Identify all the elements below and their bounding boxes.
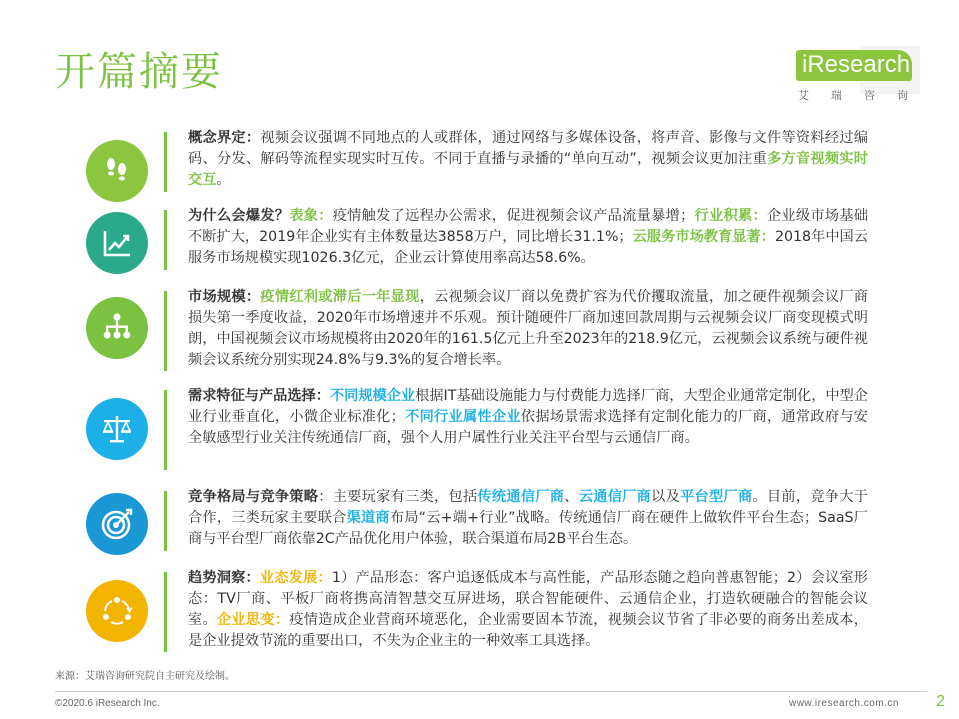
logo-subtitle <box>796 87 912 103</box>
section-divider <box>164 291 167 371</box>
body-text: 以及 <box>651 489 681 505</box>
highlight-text: 行业积累： <box>694 208 767 224</box>
highlight-text: 为什么会爆发？ <box>188 208 290 224</box>
growth-chart-icon <box>86 212 148 274</box>
highlight-text: 平台型厂商 <box>680 489 753 505</box>
footer-divider <box>55 691 927 692</box>
body-text: 根据IT基础设施能力与付费能力选择厂商，大型企业通常定制化，中型企业行业垂直化，小微企业标准化； <box>188 388 868 425</box>
body-text: ：主要玩家有三类，包括 <box>318 489 478 505</box>
highlight-text: 企业思变： <box>216 612 290 628</box>
body-text: 2018年中国云服务市场规模实现1026.3亿元，企业云计算使用率高达58.6%。 <box>188 229 868 266</box>
highlight-text: 需求特征与产品选择： <box>188 388 330 404</box>
footprints-icon <box>86 140 148 202</box>
body-text: 企业级市场基础不断扩大，2019年企业实有主体数量达3858万户，同比增长31.1%； <box>188 208 868 245</box>
highlight-text: 多方音视频实时交互 <box>188 151 868 188</box>
section-divider <box>164 210 167 270</box>
highlight-text: 业态发展： <box>259 570 332 586</box>
highlight-text: 渠道商 <box>346 510 390 526</box>
body-text: ，云视频会议厂商以免费扩容为代价攫取流量，加之硬件视频会议厂商损失第一季度收益，2020年市场增速并不乐观。预计随硬件厂商加速回款周期与云视频会议厂商变现模式明朗，中国视频会议市场规模将由2020年的161.5亿元上升至2023年的218.9亿元，云视频会议系统与硬件视频会议系统分别实现24.8%与9.3%的复合增长率。 <box>188 289 868 368</box>
highlight-text: 不同行业属性企业 <box>404 409 521 425</box>
section-text <box>188 128 868 191</box>
section-divider <box>164 390 167 470</box>
section-divider <box>164 132 167 192</box>
body-text: 疫情造成企业营商环境恶化，企业需要固本节流，视频会议节省了非必要的商务出差成本，是企业提效节流的重要出口，不失为企业主的一种效率工具选择。 <box>188 612 868 649</box>
highlight-text: 不同规模企业 <box>329 388 416 404</box>
logo-sub-char: 咨 <box>864 89 875 102</box>
body-text: 依据场景需求选择有定制化能力的厂商，通常政府与安全敏感型行业关注传统通信厂商，强个人用户属性行业关注平台型与云通信厂商。 <box>188 409 868 446</box>
body-text: 。 <box>216 172 231 188</box>
highlight-text: 竞争格局与竞争策略 <box>188 489 319 505</box>
highlight-text: 传统通信厂商 <box>477 489 565 505</box>
body-text: 、 <box>564 489 579 505</box>
balance-scale-icon <box>86 398 148 460</box>
logo-sub-char: 询 <box>897 89 908 102</box>
body-text: 。目前，竞争大于合作，三类玩家主要联合 <box>188 489 868 526</box>
section-text <box>188 487 868 550</box>
cycle-arrows-icon <box>86 580 148 642</box>
logo-sub-char: 艾 <box>798 89 809 102</box>
target-icon <box>86 493 148 555</box>
section-text <box>188 568 868 652</box>
highlight-text: 疫情红利或滞后一年显现 <box>260 289 420 305</box>
body-text: 疫情触发了远程办公需求，促进视频会议产品流量暴增； <box>332 208 695 224</box>
body-text: 布局“云+端+行业”战略。传统通信厂商在硬件上做软件平台生态；SaaS厂商与平台型厂商依靠2C产品优化用户体验，联合渠道布局2B平台生态。 <box>188 510 868 547</box>
section-text <box>188 206 868 269</box>
section-divider <box>164 491 167 551</box>
section-text <box>188 386 868 449</box>
highlight-text: 市场规模： <box>188 289 261 305</box>
copyright: ©2020.6 iResearch Inc. <box>55 698 160 709</box>
section-divider <box>164 572 167 652</box>
logo-sub-char: 瑞 <box>831 89 842 102</box>
logo-text: iResearch <box>796 50 912 81</box>
highlight-text: 表象： <box>289 208 333 224</box>
iresearch-logo <box>796 50 912 103</box>
highlight-text: 云服务市场教育显著： <box>632 229 775 245</box>
highlight-text: 概念界定： <box>188 130 261 146</box>
page-title: 开篇摘要 <box>55 49 223 95</box>
source-note: 来源：艾瑞咨询研究院自主研究及绘制。 <box>55 671 235 682</box>
body-text: 1）产品形态：客户追逐低成本与高性能，产品形态随之趋向普惠智能；2）会议室形态：TV厂商、平板厂商将携高清智慧交互屏进场，联合智能硬件、云通信企业，打造软硬融合的智能会议室。 <box>188 570 868 628</box>
highlight-text: 趋势洞察： <box>188 570 260 586</box>
website-link[interactable]: www.iresearch.com.cn <box>788 698 899 709</box>
section-text <box>188 287 868 371</box>
body-text: 视频会议强调不同地点的人或群体，通过网络与多媒体设备，将声音、影像与文件等资料经过编码、分发、解码等流程实现实时互传。不同于直播与录播的“单向互动”，视频会议更加注重 <box>188 130 868 167</box>
page-number: 2 <box>936 693 945 710</box>
org-chart-icon <box>86 297 148 359</box>
highlight-text: 云通信厂商 <box>578 489 652 505</box>
